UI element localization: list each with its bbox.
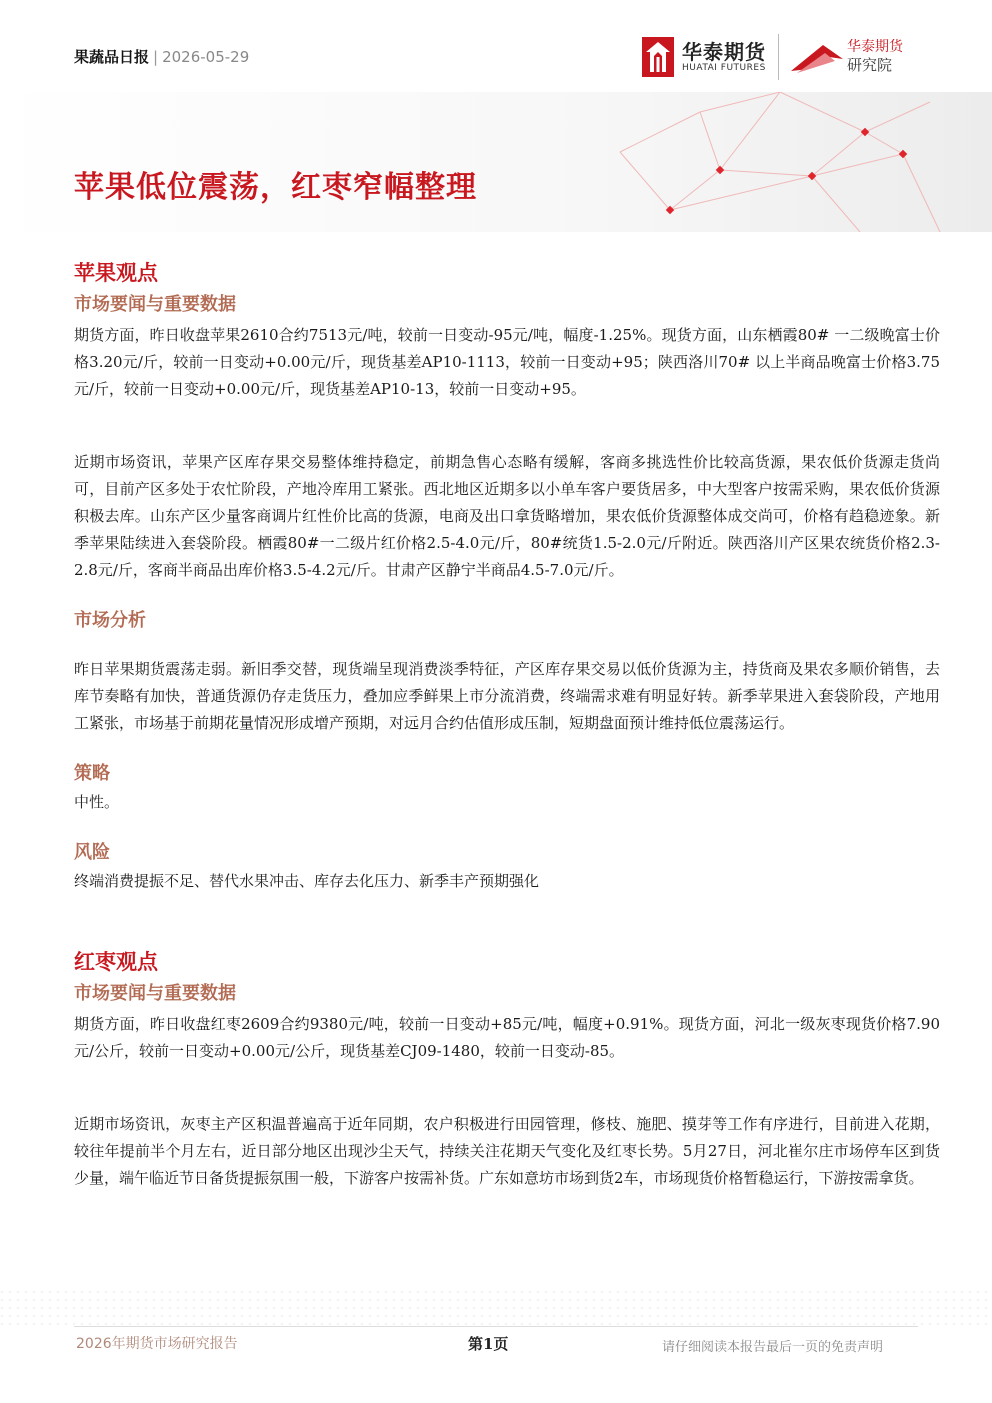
page-number: 第1页 (468, 1335, 509, 1353)
apple-news-paragraph-2: 近期市场资讯，苹果产区库存果交易整体维持稳定，前期急售心态略有缓解，客商多挑选性价比较高货源，果农低价货源走货尚可，目前产区多处于农忙阶段，产地冷库用工紧张。西北地区近期多以小单车客户要货居多，中大型客户按需采购，果农低价货源积极去库。山东产区少量客商调片红性价比高的货源，电商及出口拿货略增加，果农低价货源整体成交尚可，价格有趋稳迹象。新季苹果陆续进入套袋阶段。栖霞80#一二级片红价格2.5-4.0元/斤，80#统货1.5-2.0元/斤附近。陕西洛川产区果农统货价格2.3-2.8元/斤，客商半商品出库价格3.5-4.2元/斤。甘肃产区静宁半商品4.5-7.0元/斤。 (74, 453, 940, 579)
footer-decoration (0, 1290, 992, 1330)
apple-news-heading: 市场要闻与重要数据 (74, 294, 236, 315)
logo-en: HUATAI FUTURES (682, 63, 766, 73)
jujube-news-paragraph-2: 近期市场资讯，灰枣主产区积温普遍高于近年同期，农户积极进行田园管理，修枝、施肥、摸芽等工作有序进行，目前进入花期，较往年提前半个月左右，近日部分地区出现沙尘天气，持续关注花期天气变化及红枣长势。5月27日，河北崔尔庄市场停车区到货少量，端午临近节日备货提振氛围一般，下游客户按需补货。广东如意坊市场到货2车，市场现货价格暂稳运行，下游按需拿货。 (74, 1115, 940, 1187)
jujube-section-heading: 红枣观点 (74, 950, 158, 974)
apple-section-heading: 苹果观点 (74, 261, 158, 285)
research-institute-logo (789, 39, 903, 75)
research-line-1: 华泰期货 (847, 39, 903, 55)
footer-divider (74, 1326, 918, 1327)
apple-analysis-heading: 市场分析 (74, 610, 146, 631)
header-logos (642, 34, 903, 80)
footer-disclaimer-note: 请仔细阅读本报告最后一页的免责声明 (662, 1340, 884, 1355)
apple-risk-heading: 风险 (74, 842, 110, 863)
report-header (74, 46, 249, 67)
report-date: 2026-05-29 (162, 48, 250, 66)
jujube-news-heading: 市场要闻与重要数据 (74, 983, 236, 1004)
page-title: 苹果低位震荡，红枣窄幅整理 (74, 170, 477, 205)
apple-strategy-text: 中性。 (74, 793, 120, 811)
huatai-logo-text (682, 41, 766, 73)
header-separator: | (153, 48, 159, 66)
logo-cn: 华泰期货 (682, 40, 766, 64)
research-line-2: 研究院 (847, 56, 893, 74)
report-body (74, 258, 940, 1192)
footer-report-name: 2026年期货市场研究报告 (76, 1336, 238, 1352)
apple-risk-text: 终端消费提振不足、替代水果冲击、库存去化压力、新季丰产预期强化 (74, 872, 540, 890)
huatai-logo-icon (642, 37, 674, 77)
jujube-news-paragraph-1: 期货方面，昨日收盘红枣2609合约9380元/吨，较前一日变动+85元/吨，幅度+0.91%。现货方面，河北一级灰枣现货价格7.90元/公斤，较前一日变动+0.00元/公斤，现货基差CJ09-1480，较前一日变动-85。 (74, 1015, 940, 1060)
report-label: 果蔬品日报 (74, 48, 150, 66)
apple-strategy-heading: 策略 (74, 763, 110, 784)
apple-news-paragraph-1: 期货方面，昨日收盘苹果2610合约7513元/吨，较前一日变动-95元/吨，幅度-1.25%。现货方面，山东栖霞80# 一二级晚富士价格3.20元/斤，较前一日变动+0.00元/斤，现货基差AP10-1113，较前一日变动+95；陕西洛川70# 以上半商品晚富士价格3.75元/斤，较前一日变动+0.00元/斤，现货基差AP10-13，较前一日变动+95。 (74, 326, 940, 398)
logo-divider (778, 34, 779, 80)
apple-analysis-paragraph: 昨日苹果期货震荡走弱。新旧季交替，现货端呈现消费淡季特征，产区库存果交易以低价货源为主，持货商及果农多顺价销售，去库节奏略有加快，普通货源仍存走货压力，叠加应季鲜果上市分流消费，终端需求难有明显好转。新季苹果进入套袋阶段，产地用工紧张，市场基于前期花量情况形成增产预期，对远月合约估值形成压制，短期盘面预计维持低位震荡运行。 (74, 660, 940, 732)
research-logo-icon (789, 39, 845, 75)
